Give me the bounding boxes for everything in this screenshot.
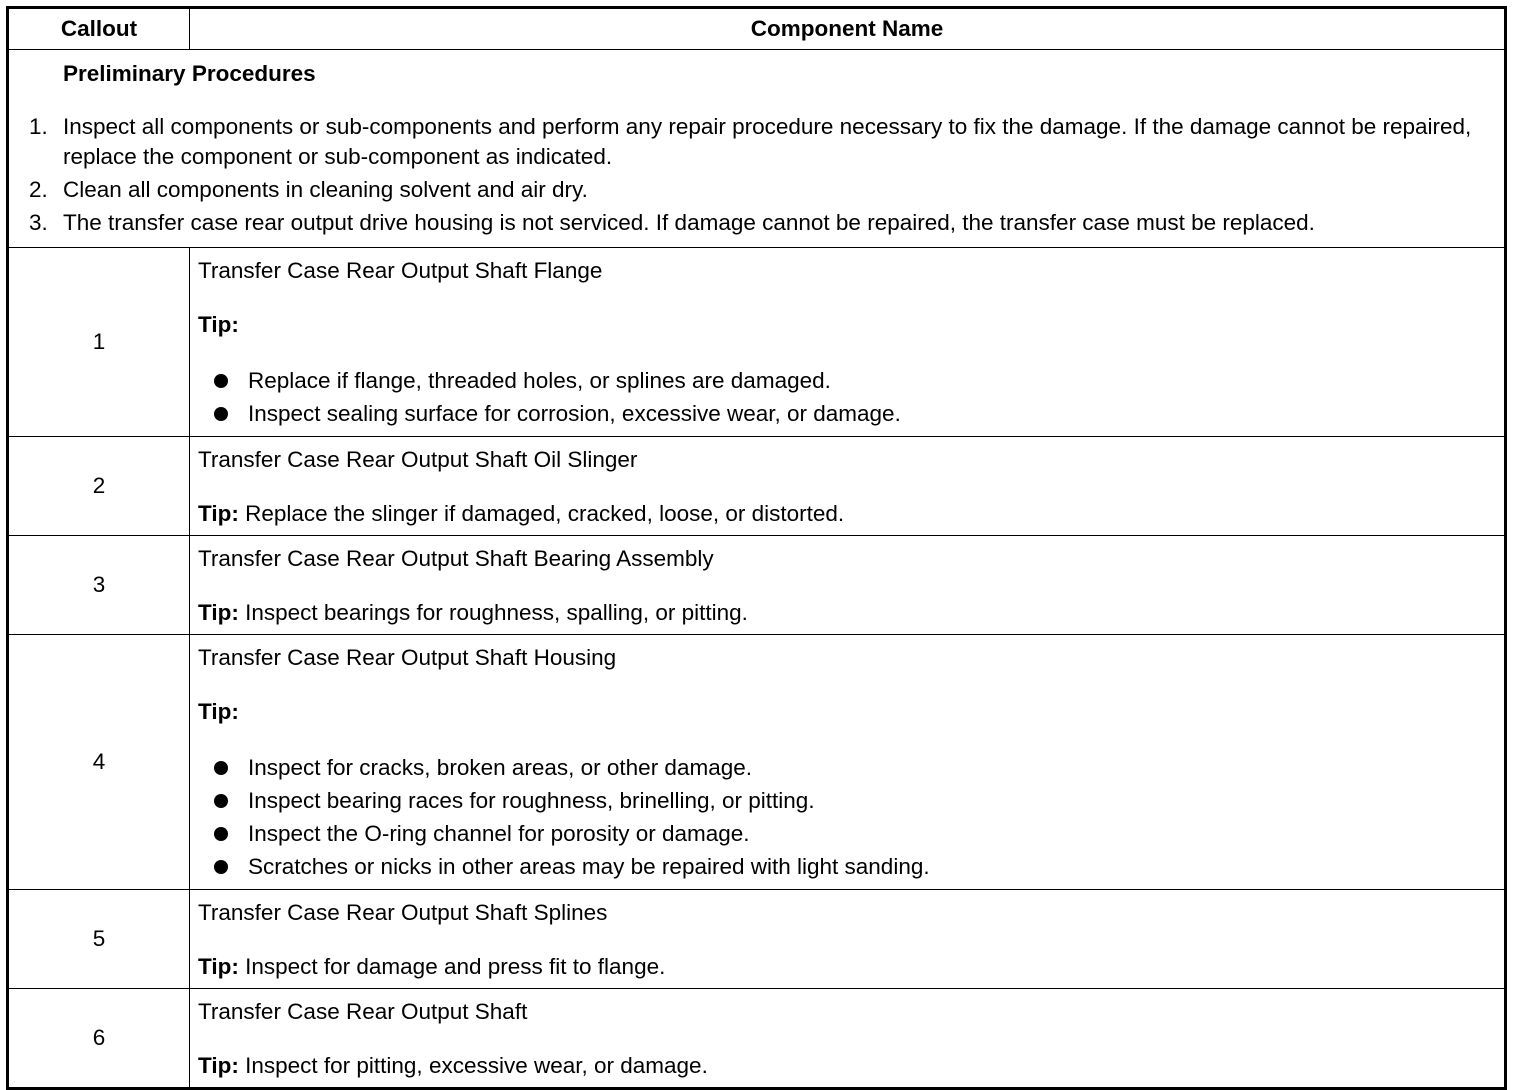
list-item xyxy=(214,751,1496,784)
list-item xyxy=(214,364,1496,397)
tip-label: Tip: xyxy=(198,1053,239,1078)
tip-text: Replace the slinger if damaged, cracked, loose, or distorted. xyxy=(245,501,845,526)
callout-number: 5 xyxy=(8,890,190,989)
bullet-icon xyxy=(214,374,228,388)
component-table xyxy=(6,6,1507,1090)
table-row xyxy=(8,437,1506,536)
component-cell xyxy=(190,248,1506,437)
step-text: Clean all components in cleaning solvent and air dry. xyxy=(63,177,588,202)
component-name-column-header: Component Name xyxy=(190,8,1506,50)
preliminary-procedures-row xyxy=(8,50,1506,248)
preliminary-step xyxy=(29,175,1484,205)
callout-number: 3 xyxy=(8,536,190,635)
list-item xyxy=(214,784,1496,817)
callout-number: 2 xyxy=(8,437,190,536)
bullet-text: Replace if flange, threaded holes, or splines are damaged. xyxy=(248,368,831,393)
tip-text: Inspect bearings for roughness, spalling, or pitting. xyxy=(245,600,748,625)
step-text: The transfer case rear output drive housing is not serviced. If damage cannot be repaired, the transfer case must be replaced. xyxy=(63,210,1315,235)
callout-number: 6 xyxy=(8,989,190,1089)
bullet-icon xyxy=(214,407,228,421)
table-row xyxy=(8,536,1506,635)
preliminary-procedures-title: Preliminary Procedures xyxy=(63,61,316,86)
tip-text: Inspect for pitting, excessive wear, or damage. xyxy=(245,1053,708,1078)
component-name: Transfer Case Rear Output Shaft Oil Slinger xyxy=(198,447,638,472)
bullet-text: Inspect sealing surface for corrosion, excessive wear, or damage. xyxy=(248,401,901,426)
tip-bullet-list xyxy=(198,751,1496,883)
bullet-icon xyxy=(214,860,228,874)
component-name: Transfer Case Rear Output Shaft Splines xyxy=(198,900,608,925)
component-name: Transfer Case Rear Output Shaft xyxy=(198,999,528,1024)
step-number: 3. xyxy=(29,210,48,235)
preliminary-step xyxy=(29,112,1484,172)
list-item xyxy=(214,397,1496,430)
preliminary-steps-list xyxy=(29,112,1484,238)
tip-line xyxy=(198,499,1496,529)
tip-label: Tip: xyxy=(198,954,239,979)
bullet-text: Inspect the O-ring channel for porosity or damage. xyxy=(248,821,750,846)
bullet-text: Inspect for cracks, broken areas, or other damage. xyxy=(248,755,752,780)
tip-line xyxy=(198,697,1496,727)
bullet-icon xyxy=(214,827,228,841)
tip-label: Tip: xyxy=(198,312,239,337)
preliminary-step xyxy=(29,208,1484,238)
step-text: Inspect all components or sub-components and perform any repair procedure necessary to fix the damage. If the damage cannot be repaired, replace the component or sub-component as indicated. xyxy=(63,114,1472,169)
tip-label: Tip: xyxy=(198,600,239,625)
tip-text: Inspect for damage and press fit to flange. xyxy=(245,954,666,979)
component-cell xyxy=(190,536,1506,635)
component-cell xyxy=(190,437,1506,536)
callout-column-header: Callout xyxy=(8,8,190,50)
table-row xyxy=(8,890,1506,989)
callout-number: 1 xyxy=(8,248,190,437)
table-row xyxy=(8,248,1506,437)
component-cell xyxy=(190,890,1506,989)
bullet-icon xyxy=(214,761,228,775)
bullet-text: Scratches or nicks in other areas may be repaired with light sanding. xyxy=(248,854,930,879)
list-item xyxy=(214,817,1496,850)
tip-label: Tip: xyxy=(198,501,239,526)
table-row xyxy=(8,635,1506,890)
tip-label: Tip: xyxy=(198,699,239,724)
component-name: Transfer Case Rear Output Shaft Housing xyxy=(198,645,617,670)
tip-bullet-list xyxy=(198,364,1496,430)
tip-line xyxy=(198,598,1496,628)
bullet-icon xyxy=(214,794,228,808)
list-item xyxy=(214,850,1496,883)
bullet-text: Inspect bearing races for roughness, brinelling, or pitting. xyxy=(248,788,815,813)
component-cell xyxy=(190,635,1506,890)
callout-number: 4 xyxy=(8,635,190,890)
step-number: 1. xyxy=(29,114,48,139)
component-name: Transfer Case Rear Output Shaft Bearing Assembly xyxy=(198,546,714,571)
tip-line xyxy=(198,952,1496,982)
component-name: Transfer Case Rear Output Shaft Flange xyxy=(198,258,603,283)
step-number: 2. xyxy=(29,177,48,202)
table-header-row xyxy=(8,8,1506,50)
preliminary-procedures-cell xyxy=(8,50,1506,248)
tip-line xyxy=(198,310,1496,340)
tip-line xyxy=(198,1051,1496,1081)
